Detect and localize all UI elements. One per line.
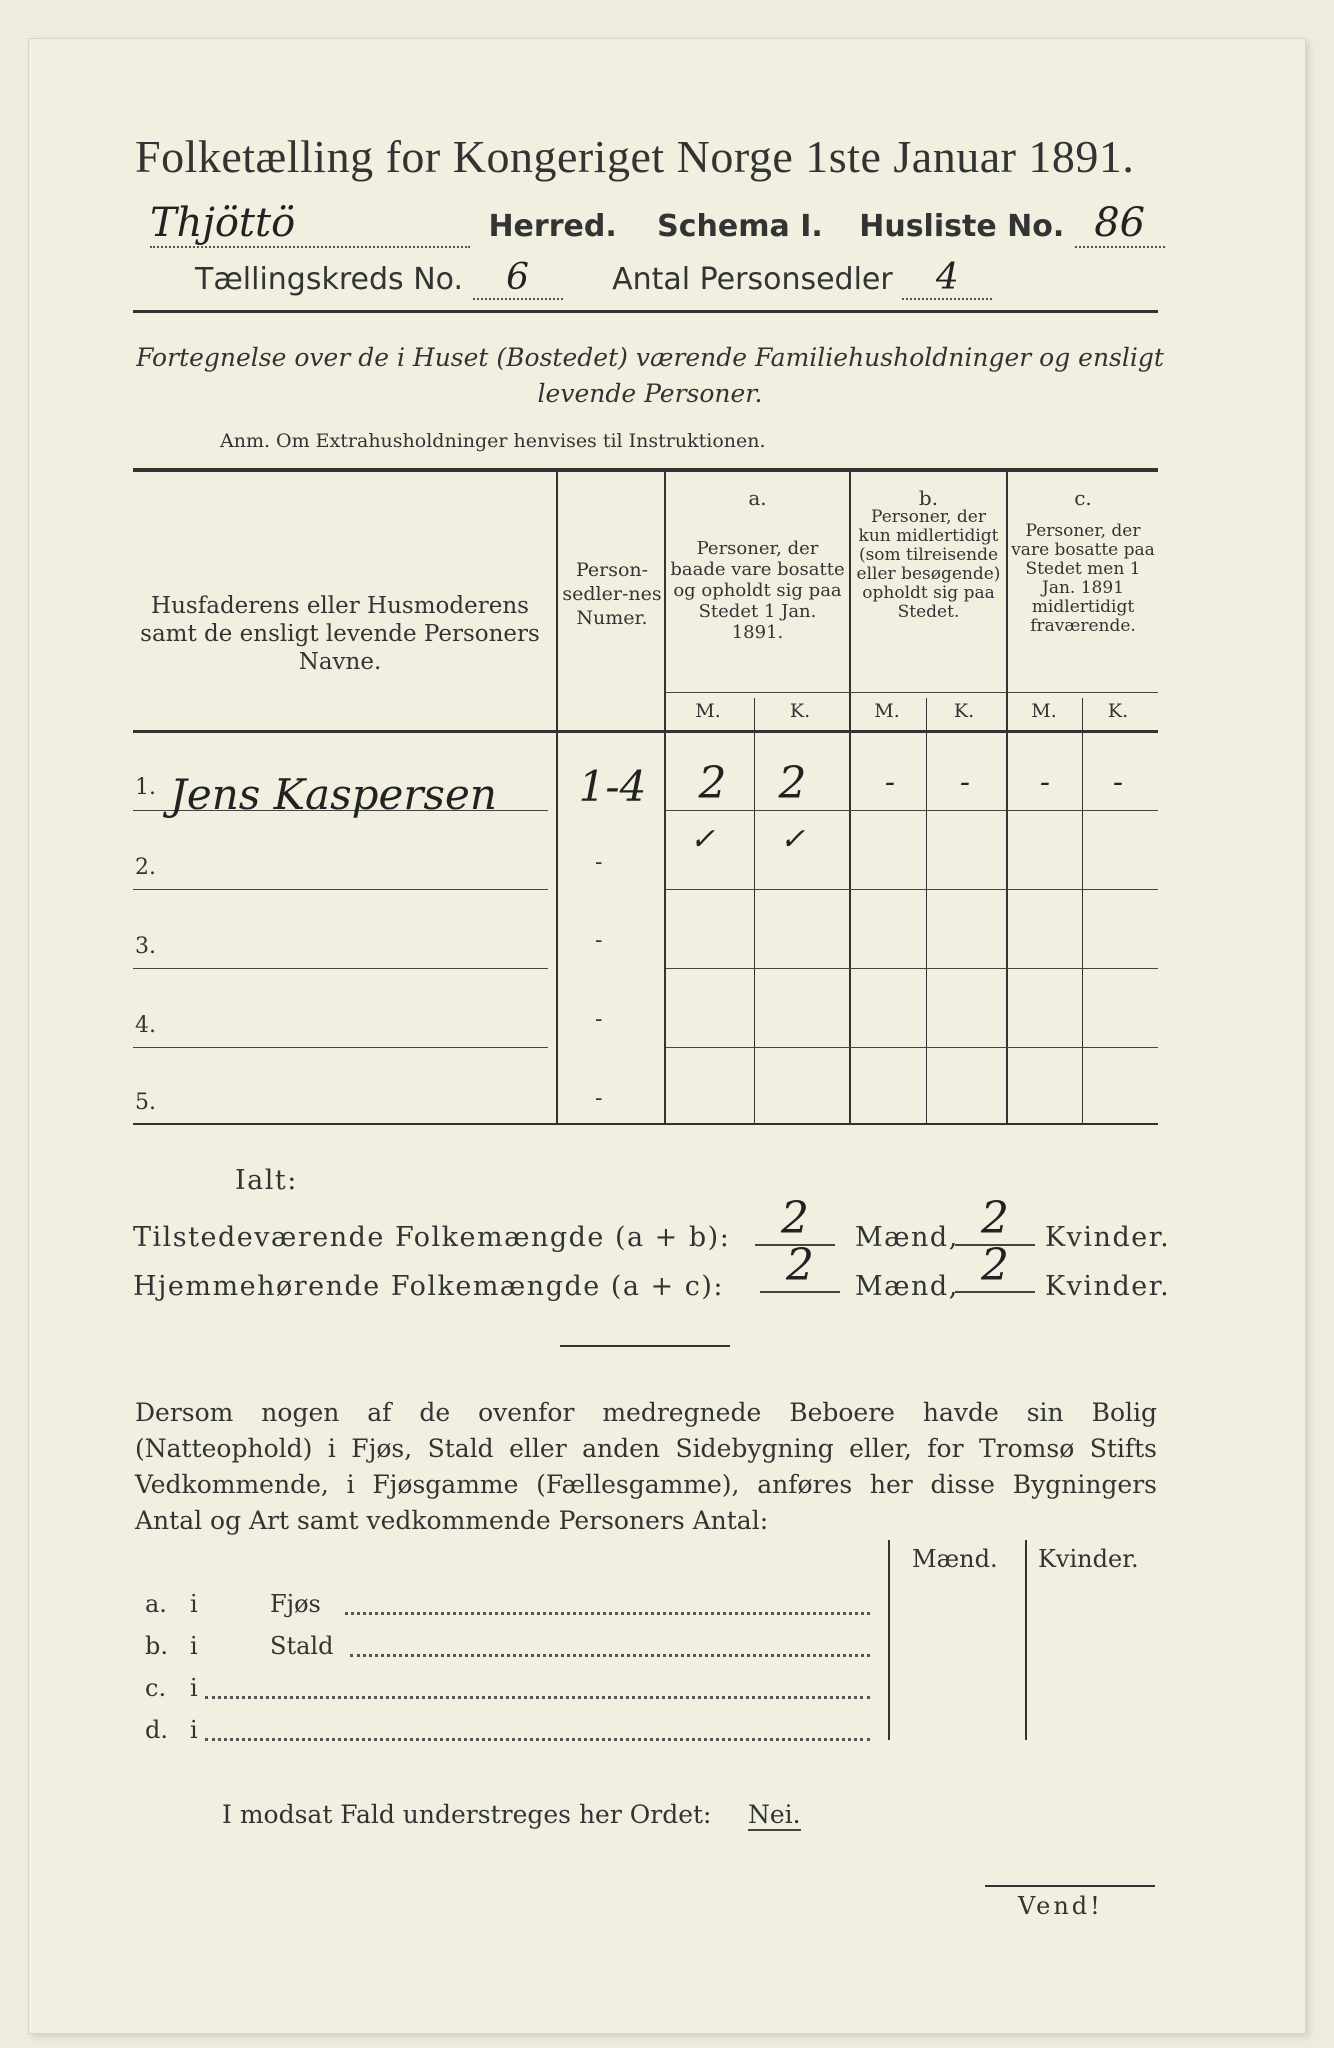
row-personsedler-num: 1-4 xyxy=(578,762,647,811)
row-rule xyxy=(133,968,548,969)
row-b-k: - xyxy=(959,765,971,800)
row-rule xyxy=(666,968,1158,969)
col-a-subrule xyxy=(666,692,849,693)
building-dotted-line xyxy=(345,1612,870,1615)
col-a-m: M. xyxy=(695,700,721,722)
row-b-m: - xyxy=(884,765,896,800)
row-rule xyxy=(666,810,1158,811)
row-personsedler-num: - xyxy=(595,928,603,953)
row-a-k: ✓ xyxy=(780,822,806,857)
building-letter: b. xyxy=(145,1632,168,1660)
col-divider-3 xyxy=(849,472,851,1124)
row-rule xyxy=(133,889,548,890)
col-divider-2 xyxy=(664,472,666,1124)
col-c-subrule xyxy=(1008,692,1158,693)
table-top-rule xyxy=(133,468,1158,472)
buildings-paragraph: Dersom nogen af de ovenfor medregnede Beboere havde sin Bolig (Natteophold) i Fjøs, Stald eller anden Sidebygning eller, for Tromsø Stifts Vedkommende, i Fjøsgamme (Fællesgamme), anføres her disse Bygningers Antal og Art samt vedkommende Personers Antal: xyxy=(135,1398,1157,1535)
row-number: 5. xyxy=(135,1090,156,1115)
maend-label: Mænd, xyxy=(855,1222,959,1253)
kreds-label: Tællingskreds No. xyxy=(195,262,463,297)
col-c-mk-divider xyxy=(1082,698,1083,1123)
col-c-k: K. xyxy=(1107,700,1129,722)
row-a-k: 2 xyxy=(778,758,807,809)
tilstede-kvinder-value: 2 xyxy=(955,1193,1035,1246)
row-personsedler-num: - xyxy=(595,1007,603,1032)
antal-value: 4 xyxy=(902,257,992,300)
kvinder-label: Kvinder. xyxy=(1045,1222,1171,1253)
row-c-m: - xyxy=(1039,765,1051,800)
building-i: i xyxy=(190,1632,198,1660)
antal-label: Antal Personsedler xyxy=(612,262,893,297)
row-number: 1. xyxy=(135,775,156,800)
herred-line xyxy=(150,200,1165,248)
census-form-sheet xyxy=(28,38,1306,2034)
schema-label: Schema I. xyxy=(657,209,823,244)
anm-note: Anm. Om Extrahusholdninger henvises til Instruktionen. xyxy=(220,430,766,452)
row-rule xyxy=(133,1047,548,1048)
vend-rule xyxy=(985,1885,1155,1887)
table-bottom-rule xyxy=(133,1123,1158,1125)
buildings-col-kvinder: Kvinder. xyxy=(1038,1545,1139,1573)
building-label: Stald xyxy=(270,1632,334,1660)
row-name: Jens Kaspersen xyxy=(170,770,497,819)
row-rule xyxy=(666,889,1158,890)
building-i: i xyxy=(190,1590,198,1618)
header-rule xyxy=(133,310,1158,313)
row-number: 2. xyxy=(135,855,156,880)
col-num-header: Person-sedler-nes Numer. xyxy=(562,559,662,629)
form-title: Folketælling for Kongeriget Norge 1ste Januar 1891. xyxy=(135,131,1135,182)
kreds-line xyxy=(195,257,992,300)
col-b-mk-divider xyxy=(926,698,927,1123)
building-i: i xyxy=(190,1674,198,1702)
vend-label: Vend! xyxy=(1018,1892,1103,1920)
col-c-m: M. xyxy=(1031,700,1057,722)
col-b-letter: b. xyxy=(918,486,939,510)
col-a-k: K. xyxy=(789,700,811,722)
col-c-letter: c. xyxy=(1074,486,1092,510)
col-b-m: M. xyxy=(874,700,900,722)
col-b-header: Personer, der kun midlertidigt (som tilreisende eller besøgende) opholdt sig paa Stedet. xyxy=(856,507,1001,622)
building-label: Fjøs xyxy=(270,1590,321,1618)
tilstede-label: Tilstedeværende Folkemængde (a + b): xyxy=(133,1222,731,1253)
col-name-header: Husfaderens eller Husmoderens samt de ensligt levende Personers Navne. xyxy=(140,593,540,675)
table-header-rule xyxy=(133,730,1158,733)
modsat-text: I modsat Fald understreges her Ordet: xyxy=(222,1800,712,1829)
maend-label: Mænd, xyxy=(855,1271,959,1302)
row-number: 4. xyxy=(135,1013,156,1038)
building-i: i xyxy=(190,1716,198,1744)
building-dotted-line xyxy=(205,1738,870,1741)
section-separator xyxy=(560,1345,730,1347)
col-a-letter: a. xyxy=(748,486,767,510)
hjemme-kvinder-value: 2 xyxy=(955,1240,1035,1293)
buildings-col-maend: Mænd. xyxy=(912,1545,998,1573)
col-divider-1 xyxy=(556,472,558,1124)
husliste-value: 86 xyxy=(1075,200,1165,248)
building-letter: c. xyxy=(145,1674,167,1702)
buildings-col-divider-1 xyxy=(888,1540,890,1740)
herred-value: Thjöttö xyxy=(150,200,470,248)
husliste-label: Husliste No. xyxy=(859,209,1065,244)
building-dotted-line xyxy=(205,1696,870,1699)
kvinder-label: Kvinder. xyxy=(1045,1271,1171,1302)
row-personsedler-num: - xyxy=(595,850,603,875)
hjemme-maend-value: 2 xyxy=(760,1240,840,1293)
col-c-header: Personer, der vare bosatte paa Stedet men 1 Jan. 1891 midlertidigt fraværende. xyxy=(1011,521,1155,636)
col-a-header: Personer, der baade vare bosatte og opholdt sig paa Stedet 1 Jan. 1891. xyxy=(670,538,845,643)
col-b-k: K. xyxy=(953,700,975,722)
row-number: 3. xyxy=(135,934,156,959)
row-a-m: ✓ xyxy=(690,822,716,857)
building-letter: d. xyxy=(145,1716,168,1744)
kreds-value: 6 xyxy=(473,257,563,300)
col-a-mk-divider xyxy=(754,698,755,1123)
herred-label: Herred. xyxy=(488,209,617,244)
row-a-m: 2 xyxy=(698,758,727,809)
ialt-label: Ialt: xyxy=(235,1165,298,1196)
nei-word: Nei. xyxy=(748,1800,801,1829)
building-dotted-line xyxy=(350,1654,870,1657)
row-rule xyxy=(666,1047,1158,1048)
col-b-subrule xyxy=(851,692,1006,693)
row-personsedler-num: - xyxy=(595,1086,603,1111)
buildings-col-divider-2 xyxy=(1025,1540,1027,1740)
hjemme-label: Hjemmehørende Folkemængde (a + c): xyxy=(133,1271,724,1302)
building-letter: a. xyxy=(145,1590,167,1618)
tilstede-maend-value: 2 xyxy=(755,1193,835,1246)
row-c-k: - xyxy=(1112,765,1124,800)
intro-note: Fortegnelse over de i Huset (Bostedet) værende Familiehusholdninger og ensligt levende Personer. xyxy=(136,343,1164,408)
